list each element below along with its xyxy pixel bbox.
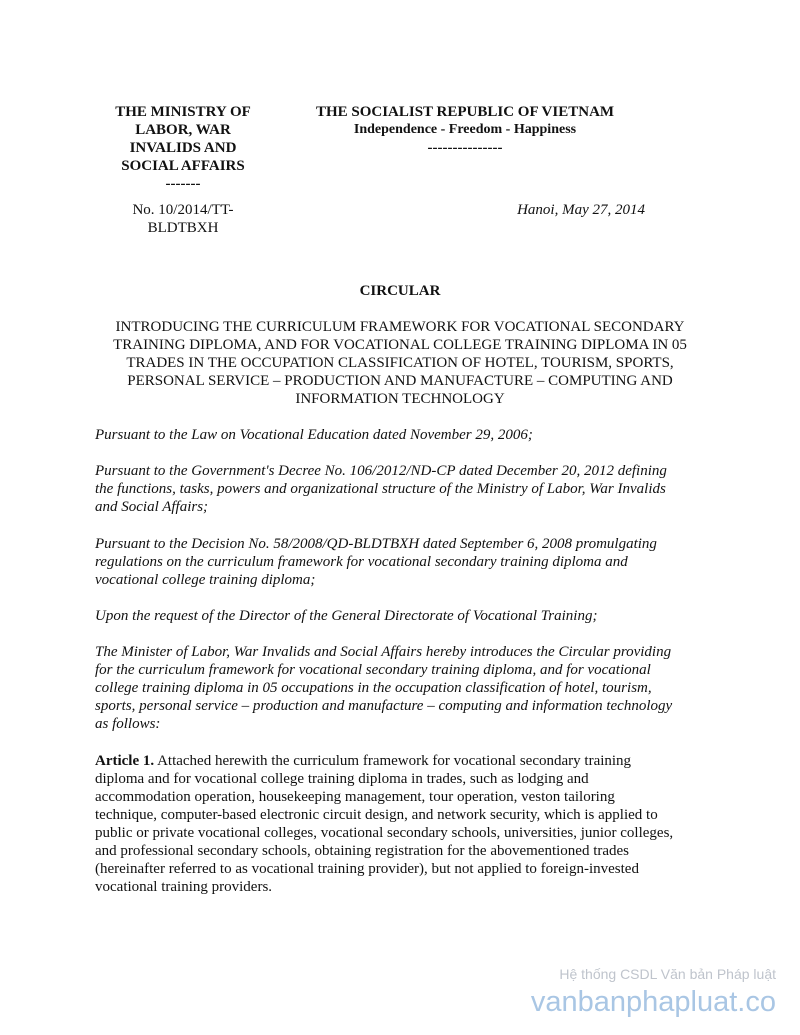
subtitle-line: PERSONAL SERVICE – PRODUCTION AND MANUFACTURE – COMPUTING AND	[127, 373, 673, 389]
document-number-line: No. 10/2014/TT-	[132, 202, 234, 218]
paragraph-line: vocational college training diploma;	[95, 572, 316, 588]
paragraph-line: the functions, tasks, powers and organizational structure of the Ministry of Labor, War Invalids	[95, 481, 666, 497]
national-header	[290, 103, 640, 157]
paragraph-line: accommodation operation, housekeeping management, tour operation, veston tailoring	[95, 789, 615, 805]
site-watermark	[531, 965, 776, 1021]
subtitle-line: TRADES IN THE OCCUPATION CLASSIFICATION OF HOTEL, TOURISM, SPORTS,	[126, 355, 674, 371]
national-motto: Independence - Freedom - Happiness	[353, 122, 577, 137]
republic-name: THE SOCIALIST REPUBLIC OF VIETNAM	[315, 104, 615, 120]
paragraph-line: Pursuant to the Government's Decree No. 106/2012/ND-CP dated December 20, 2012 defining	[95, 463, 667, 479]
paragraph-line: The Minister of Labor, War Invalids and Social Affairs hereby introduces the Circular providing	[95, 644, 672, 660]
preamble-enactment	[95, 643, 710, 733]
paragraph-line: and professional secondary schools, obtaining registration for the abovementioned trades	[95, 843, 630, 859]
paragraph-line: Pursuant to the Decision No. 58/2008/QD-BLDTBXH dated September 6, 2008 promulgating	[95, 536, 657, 552]
paragraph-line: college training diploma in 05 occupations in the occupation classification of hotel, tourism,	[95, 680, 652, 696]
preamble-decree	[95, 462, 710, 516]
place-date: Hanoi, May 27, 2014	[517, 202, 645, 218]
document-title: CIRCULAR	[359, 283, 441, 299]
ministry-line: SOCIAL AFFAIRS	[121, 158, 245, 174]
article-1-first-line: Attached herewith the curriculum framework for vocational secondary training	[157, 753, 632, 769]
ministry-line: INVALIDS AND	[129, 140, 237, 156]
preamble-decision	[95, 535, 710, 589]
ministry-divider: -------	[165, 176, 201, 192]
paragraph-line: as follows:	[95, 716, 161, 732]
subtitle-line: TRAINING DIPLOMA, AND FOR VOCATIONAL COLLEGE TRAINING DIPLOMA IN 05	[113, 337, 687, 353]
ministry-line: LABOR, WAR	[135, 122, 231, 138]
paragraph-line: public or private vocational colleges, vocational secondary schools, universities, junior colleges,	[95, 825, 674, 841]
paragraph-line: regulations on the curriculum framework for vocational secondary training diploma and	[95, 554, 628, 570]
article-1	[95, 752, 710, 896]
paragraph-line: technique, computer-based electronic circuit design, and network security, which is applied to	[95, 807, 658, 823]
subtitle-line: INTRODUCING THE CURRICULUM FRAMEWORK FOR VOCATIONAL SECONDARY	[115, 319, 685, 335]
paragraph-line	[95, 752, 710, 770]
ministry-line: THE MINISTRY OF	[115, 104, 251, 120]
watermark-caption: Hệ thống CSDL Văn bản Pháp luật	[559, 966, 776, 982]
article-1-label: Article 1.	[95, 753, 155, 769]
document-subtitle	[95, 318, 705, 408]
motto-divider: ---------------	[427, 140, 503, 156]
paragraph-line: vocational training providers.	[95, 879, 273, 895]
paragraph-line: (hereinafter referred to as vocational training provider), but not applied to foreign-invested	[95, 861, 639, 877]
paragraph-line: Upon the request of the Director of the General Directorate of Vocational Training;	[95, 608, 598, 624]
preamble-law	[95, 426, 710, 444]
paragraph-line: Pursuant to the Law on Vocational Education dated November 29, 2006;	[95, 427, 533, 443]
ministry-name	[98, 103, 268, 193]
paragraph-line: diploma and for vocational college training diploma in trades, such as lodging and	[95, 771, 589, 787]
document-number	[98, 201, 268, 237]
preamble-request	[95, 607, 710, 625]
paragraph-line: sports, personal service – production and manufacture – computing and information technology	[95, 698, 673, 714]
paragraph-line: and Social Affairs;	[95, 499, 209, 515]
document-number-line: BLDTBXH	[147, 220, 219, 236]
watermark-domain: vanbanphapluat.co	[530, 986, 776, 1018]
subtitle-line: INFORMATION TECHNOLOGY	[295, 391, 505, 407]
paragraph-line: for the curriculum framework for vocational secondary training diploma, and for vocational	[95, 662, 651, 678]
